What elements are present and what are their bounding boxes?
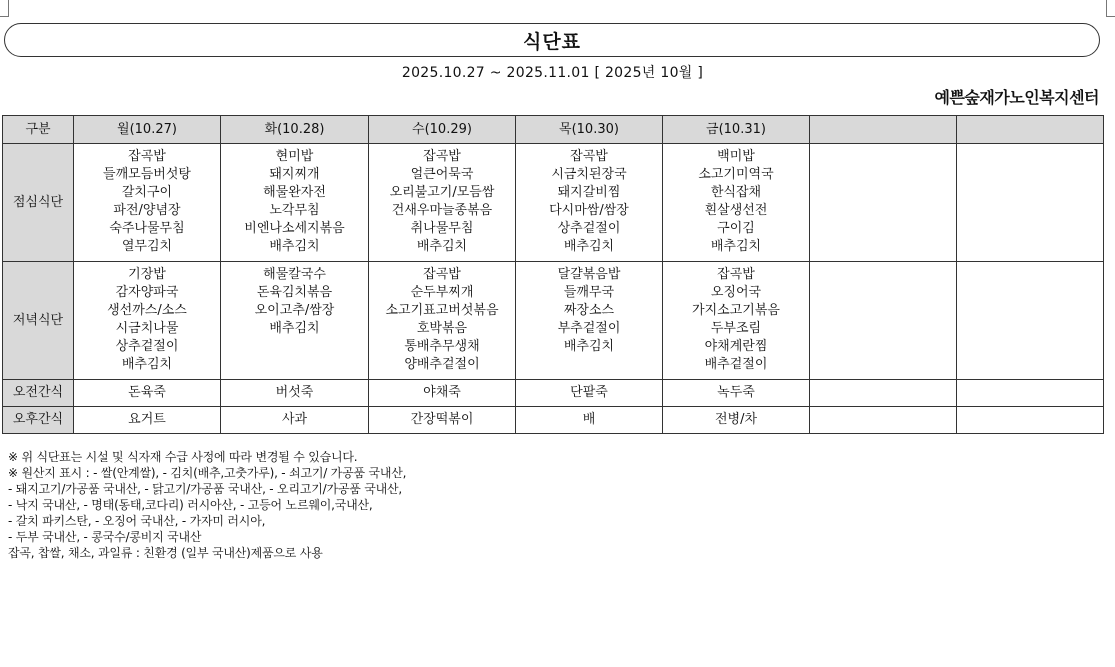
menu-item: 다시마쌈/쌈장 <box>549 203 629 218</box>
meal-cell <box>221 144 369 262</box>
menu-item: 잡곡밥 <box>570 149 608 164</box>
menu-item: 숙주나물무침 <box>109 221 185 236</box>
row-label: 오전간식 <box>3 380 74 407</box>
menu-item: 상추겉절이 <box>115 339 179 354</box>
snack-cell: 단팥죽 <box>516 380 663 407</box>
menu-item: 돈육김치볶음 <box>256 285 333 300</box>
note-line: 잡곡, 찹쌀, 채소, 과일류 : 친환경 (일부 국내산)제품으로 사용 <box>8 546 323 560</box>
table-header-row <box>3 116 1104 144</box>
menu-item: 달걀볶음밥 <box>557 267 621 282</box>
menu-item: 한식잡채 <box>710 185 762 200</box>
meal-cell <box>369 262 516 380</box>
meal-menu-table <box>2 115 1104 434</box>
menu-item: 호박볶음 <box>416 321 468 336</box>
menu-period: 2025.10.27 ~ 2025.11.01 [ 2025년 10월 ] <box>401 65 704 81</box>
center-name: 예쁜숲재가노인복지센터 <box>934 88 1099 107</box>
page-corner-mark-left <box>0 0 9 17</box>
menu-item: 양배추겉절이 <box>404 357 480 372</box>
menu-item: 순두부찌개 <box>410 285 474 300</box>
menu-item: 배추김치 <box>416 239 468 254</box>
menu-item: 현미밥 <box>275 149 314 164</box>
day-header: 금(10.31) <box>663 116 810 144</box>
day-header <box>810 116 957 144</box>
snack-cell: 요거트 <box>74 407 221 434</box>
menu-item: 잡곡밥 <box>128 149 166 164</box>
menu-item: 잡곡밥 <box>423 149 461 164</box>
meal-cell <box>810 262 957 380</box>
menu-item: 얼큰어묵국 <box>410 167 474 182</box>
snack-cell: 녹두죽 <box>663 380 810 407</box>
note-line: - 두부 국내산, - 콩국수/콩비지 국내산 <box>8 530 202 544</box>
meal-cell <box>74 262 221 380</box>
menu-item: 배추김치 <box>710 239 762 254</box>
menu-item: 배추김치 <box>269 321 320 336</box>
meal-cell <box>810 144 957 262</box>
meal-cell <box>516 262 663 380</box>
row-label: 저녁식단 <box>3 262 74 380</box>
snack-cell <box>957 380 1104 407</box>
menu-item: 가지소고기볶음 <box>692 303 780 318</box>
menu-item: 시금치된장국 <box>551 167 627 182</box>
snack-cell: 전병/차 <box>663 407 810 434</box>
table-row <box>3 380 1104 407</box>
meal-cell <box>221 262 369 380</box>
row-label: 오후간식 <box>3 407 74 434</box>
menu-item: 건새우마늘종볶음 <box>391 203 493 218</box>
menu-item: 시금치나물 <box>115 321 179 336</box>
menu-item: 들깨모듬버섯탕 <box>103 167 191 182</box>
row-label: 점심식단 <box>3 144 74 262</box>
day-header: 화(10.28) <box>221 116 369 144</box>
menu-item: 부추겉절이 <box>557 321 621 336</box>
day-header: 월(10.27) <box>74 116 221 144</box>
menu-item: 감자양파국 <box>115 285 179 300</box>
menu-item: 백미밥 <box>717 149 755 164</box>
corner-header: 구분 <box>3 116 74 144</box>
menu-item: 짜장소스 <box>563 303 615 318</box>
menu-item: 해물완자전 <box>263 185 326 200</box>
note-line: - 갈치 파키스탄, - 오징어 국내산, - 가자미 러시아, <box>8 514 266 528</box>
menu-item: 배추김치 <box>269 239 320 254</box>
menu-item: 취나물무침 <box>410 221 474 236</box>
menu-item: 상추겉절이 <box>557 221 621 236</box>
menu-item: 파전/양념장 <box>113 203 181 218</box>
menu-item: 오징어국 <box>710 285 762 300</box>
snack-cell: 간장떡볶이 <box>369 407 516 434</box>
menu-item: 야채계란찜 <box>704 339 768 354</box>
meal-cell <box>369 144 516 262</box>
snack-cell: 돈육죽 <box>74 380 221 407</box>
day-header: 목(10.30) <box>516 116 663 144</box>
note-line: ※ 원산지 표시 : - 쌀(안계쌀), - 김치(배추,고춧가루), - 쇠고기/ 가공품 국내산, <box>8 466 407 480</box>
menu-item: 소고기표고버섯볶음 <box>385 303 499 318</box>
table-row <box>3 407 1104 434</box>
meal-cell <box>74 144 221 262</box>
table-row <box>3 262 1104 380</box>
menu-item: 잡곡밥 <box>717 267 755 282</box>
menu-item: 돼지갈비찜 <box>557 185 621 200</box>
snack-cell <box>957 407 1104 434</box>
menu-item: 잡곡밥 <box>423 267 461 282</box>
menu-item: 배추겉절이 <box>704 357 768 372</box>
menu-item: 통배추무생채 <box>404 339 480 354</box>
snack-cell: 사과 <box>221 407 369 434</box>
page-title: 식단표 <box>522 30 582 53</box>
snack-cell: 배 <box>516 407 663 434</box>
snack-cell: 버섯죽 <box>221 380 369 407</box>
note-line: ※ 위 식단표는 시설 및 식자재 수급 사정에 따라 변경될 수 있습니다. <box>8 450 358 464</box>
menu-item: 열무김치 <box>121 239 173 254</box>
menu-item: 비엔나소세지볶음 <box>244 221 345 236</box>
snack-cell <box>810 407 957 434</box>
snack-cell <box>810 380 957 407</box>
title-banner <box>4 23 1100 57</box>
meal-cell <box>957 144 1104 262</box>
day-header: 수(10.29) <box>369 116 516 144</box>
meal-cell <box>516 144 663 262</box>
menu-item: 오이고추/쌈장 <box>254 303 335 318</box>
snack-cell: 야채죽 <box>369 380 516 407</box>
meal-cell <box>663 262 810 380</box>
menu-item: 배추김치 <box>563 239 615 254</box>
menu-item: 배추김치 <box>121 357 173 372</box>
notes-block <box>8 449 406 561</box>
menu-item: 기장밥 <box>128 267 166 282</box>
note-line: - 낙지 국내산, - 명태(동태,코다리) 러시아산, - 고등어 노르웨이,국내산, <box>8 498 373 512</box>
menu-item: 배추김치 <box>563 339 615 354</box>
menu-item: 돼지찌개 <box>269 167 320 182</box>
menu-item: 소고기미역국 <box>698 167 774 182</box>
menu-item: 두부조림 <box>710 321 762 336</box>
menu-item: 들깨무국 <box>563 285 615 300</box>
table-row <box>3 144 1104 262</box>
menu-item: 생선까스/소스 <box>107 303 187 318</box>
page-corner-mark-right <box>1106 0 1115 17</box>
day-header <box>957 116 1104 144</box>
meal-cell <box>957 262 1104 380</box>
menu-item: 노각무침 <box>269 203 320 218</box>
meal-cell <box>663 144 810 262</box>
menu-item: 흰살생선전 <box>704 203 768 218</box>
menu-item: 오리불고기/모듬쌈 <box>389 185 495 200</box>
menu-item: 갈치구이 <box>121 185 173 200</box>
menu-item: 해물칼국수 <box>263 267 326 282</box>
menu-item: 구이김 <box>717 221 755 236</box>
note-line: - 돼지고기/가공품 국내산, - 닭고기/가공품 국내산, - 오리고기/가공품 국내산, <box>8 482 403 496</box>
